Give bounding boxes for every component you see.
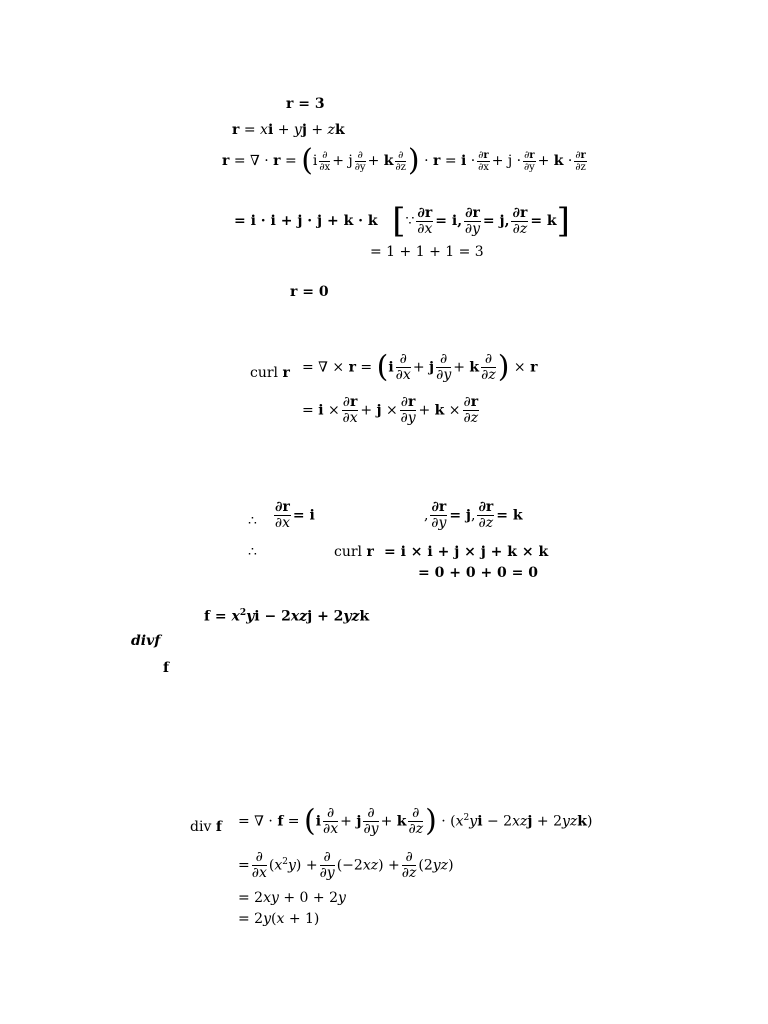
- div-label: div f: [190, 819, 222, 835]
- curl-label: curl r: [250, 365, 290, 381]
- therefore-symbol-1: ∴: [248, 513, 257, 529]
- therefore-symbol-2: ∴: [248, 544, 257, 560]
- eq-div-f: = ∇ · f = (i $\frac{\partial}{\partial x}$ + j $\frac{\partial}{\partial y}$ + k $\frac{\partial}{\partial z}$ ) · $(x^2yi - 2xzj + 2yzk)$: [238, 803, 593, 839]
- eq-r-equals-3: r = 3: [286, 96, 325, 112]
- eq-f-definition: $f = x^2yi - 2xzj + 2yzk$: [204, 608, 370, 625]
- eq-curl-expanded: = i × $\frac{\partial r}{\partial x}$ + j × $\frac{\partial r}{\partial y}$ + k × $\frac{\partial r}{\partial z}$: [302, 394, 479, 426]
- eq-sum-three: = 1 + 1 + 1 = 3: [370, 244, 484, 260]
- eq-dr-dy-dz: , $\frac{\partial r}{\partial y}$ = j, $\frac{\partial r}{\partial z}$ = k: [424, 499, 523, 531]
- eq-zero-sum: = 0 + 0 + 0 = 0: [418, 565, 539, 581]
- eq-divergence-r: r = ∇ · r = (i $\frac{\partial}{\partial x}$ + j $\frac{\partial}{\partial y}$ + k $\frac{\partial}{\partial z}$ ) · r = i · $\frac{\partial r}{\partial x}$ + j · $\frac{\partial r}{\partial y}$ + k · $\frac{\partial r}{\partial z}$: [222, 143, 586, 178]
- eq-cross-products: = i × i + j × j + k × k: [384, 544, 549, 560]
- f-label: f: [163, 660, 170, 676]
- eq-div-partials: = $\frac{\partial}{\partial x}$ $(x^2y)$ + $\frac{\partial}{\partial y}$ (−2xz) + $\frac{\partial}{\partial z}$ (2yz): [238, 849, 454, 881]
- eq-dr-dx: $\frac{\partial r}{\partial x}$ = i: [274, 499, 315, 531]
- eq-position-vector: r = xi + yj + zk: [232, 122, 345, 138]
- eq-dot-products: = i · i + j · j + k · k [∵ $\frac{\partial r}{\partial x}$ = i, $\frac{\partial r}{\partial y}$ = j, $\frac{\partial r}{\partial z}$ = k]: [234, 201, 570, 241]
- eq-r-equals-0: r = 0: [290, 284, 329, 300]
- eq-div-result-1: = 2xy + 0 + 2y: [238, 890, 346, 906]
- eq-div-result-2: = 2y(x + 1): [238, 911, 320, 927]
- curl-label-2: curl r: [334, 544, 374, 560]
- eq-curl-r: = ∇ × r = (i $\frac{\partial}{\partial x}$ + j $\frac{\partial}{\partial y}$ + k $\frac{\partial}{\partial z}$ ) × r: [302, 349, 538, 385]
- divf-label: divf: [131, 633, 161, 649]
